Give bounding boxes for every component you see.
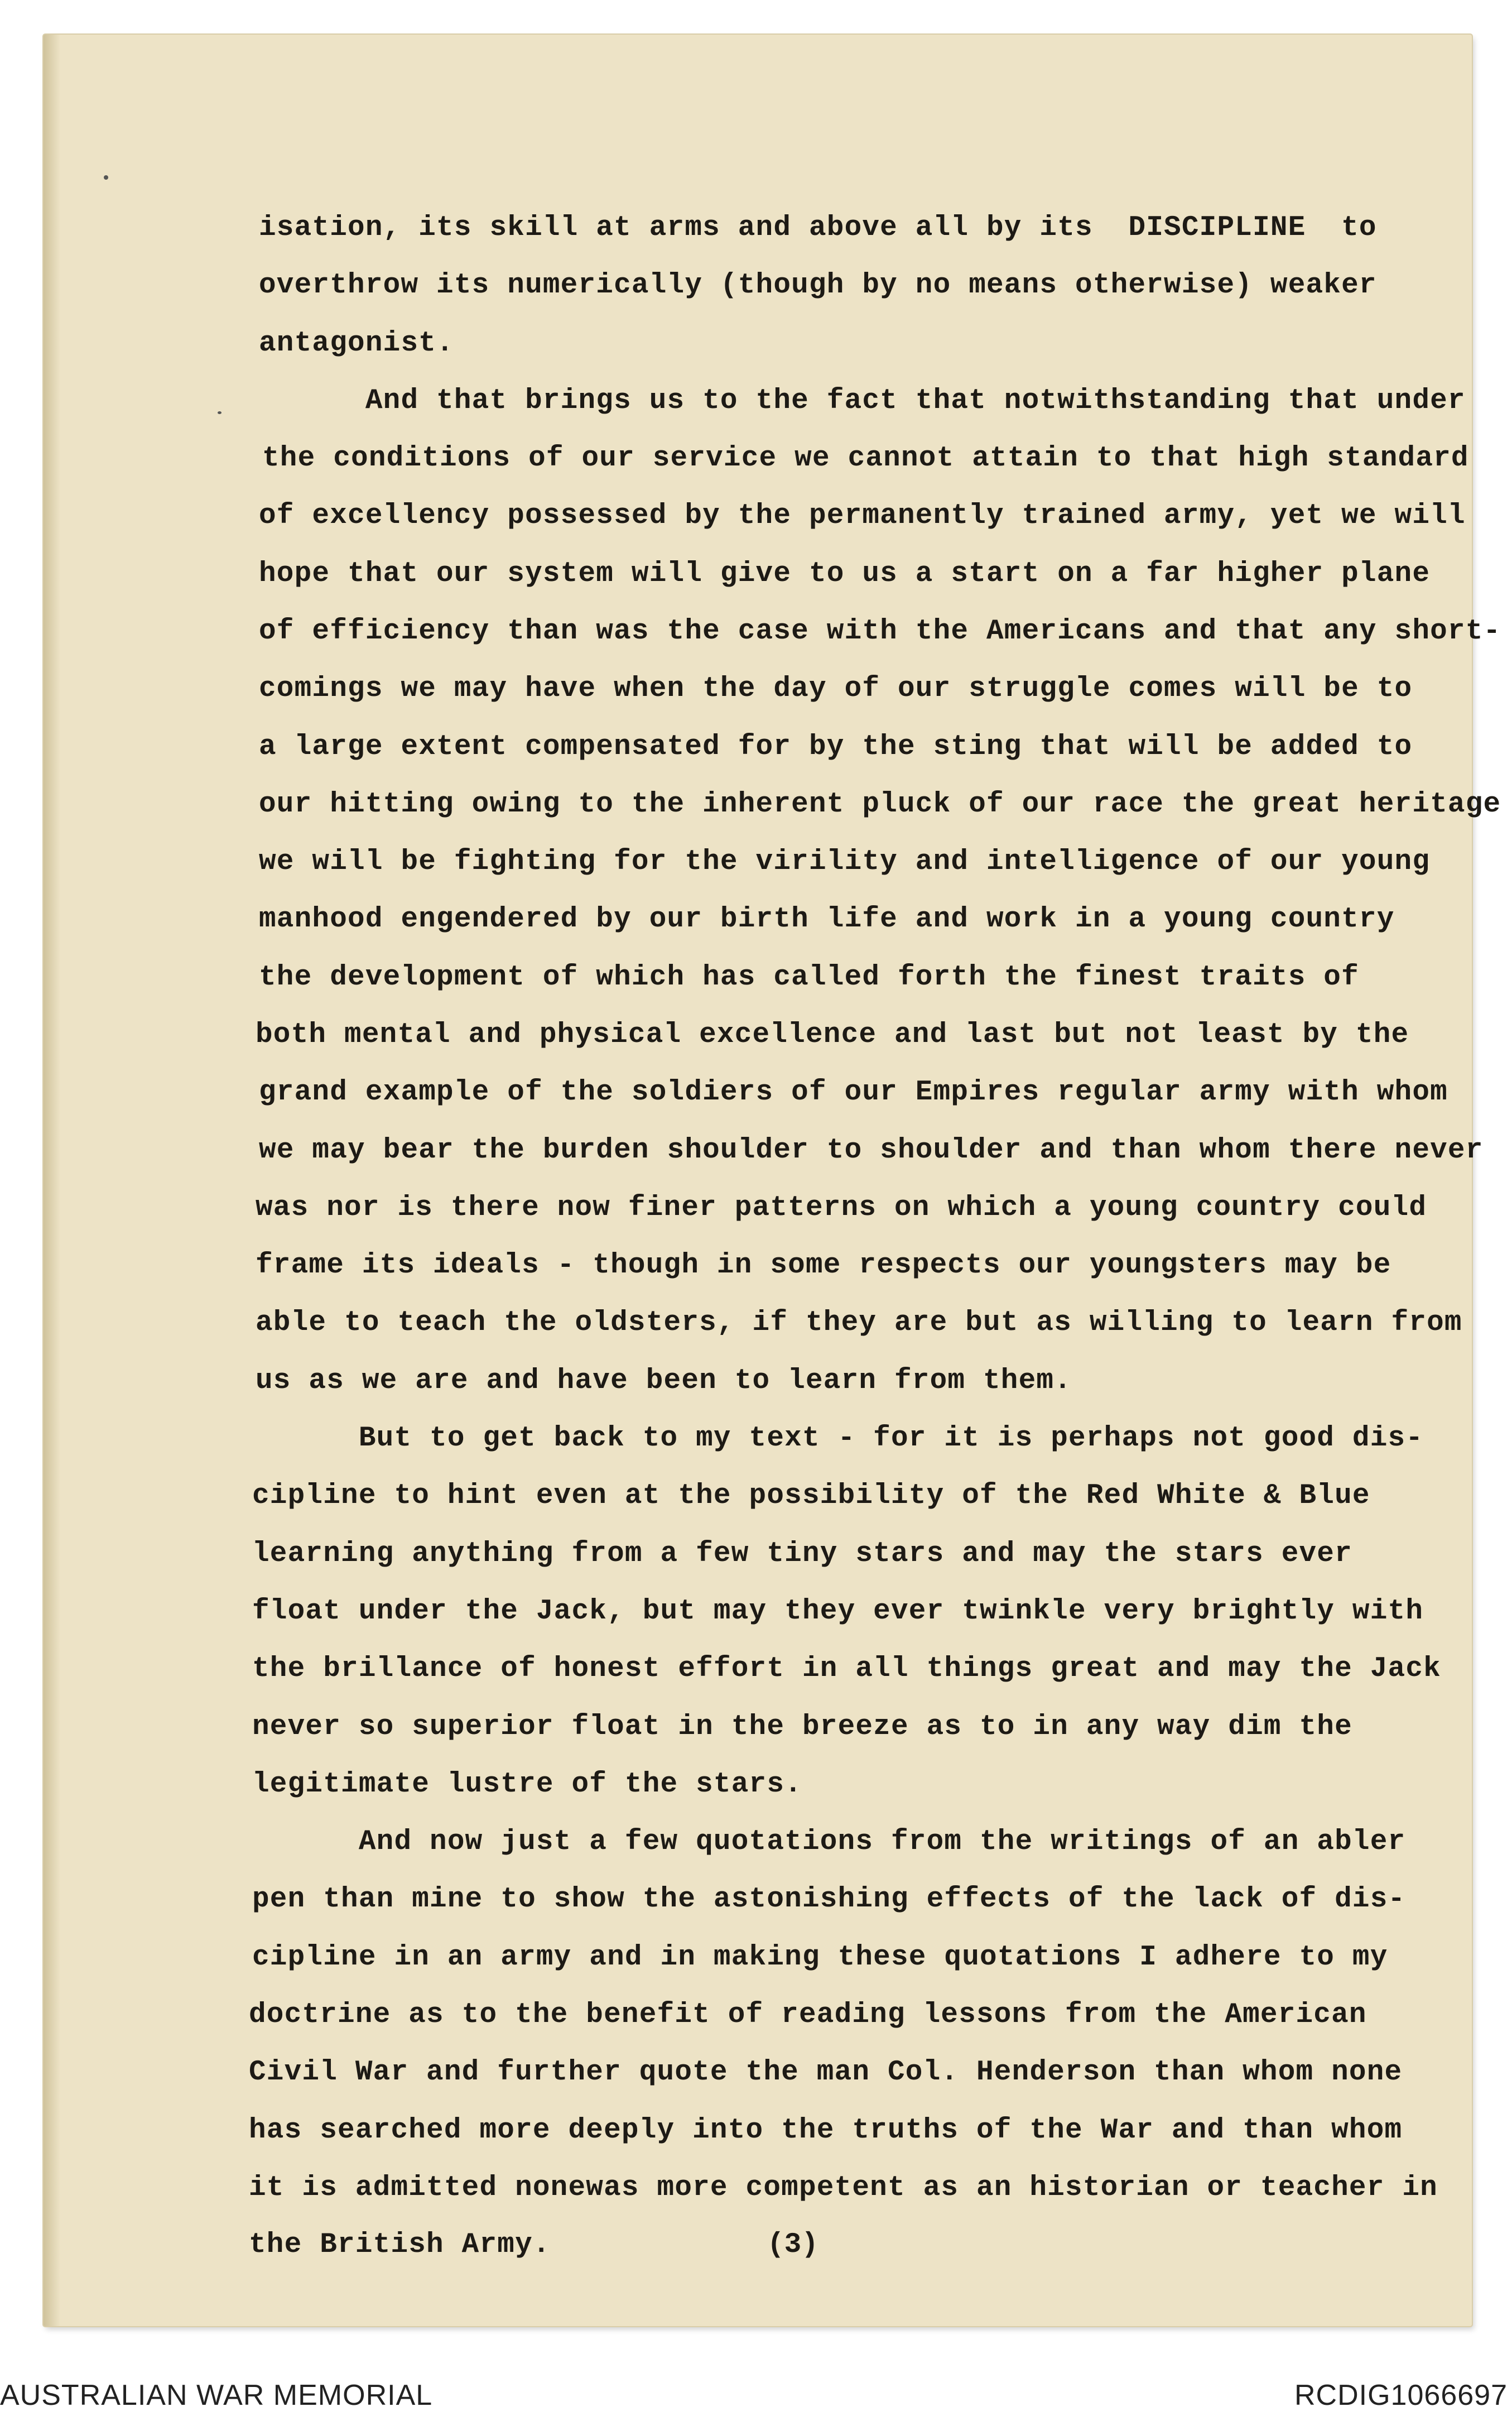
- text-line: antagonist.: [259, 328, 454, 359]
- text-line: of excellency possessed by the permanently trained army, yet we will: [259, 500, 1466, 532]
- text-line: of efficiency than was the case with the Americans and that any short-: [259, 616, 1501, 647]
- typed-page: [44, 35, 1501, 2326]
- text-line: was nor is there now finer patterns on which a young country could: [256, 1192, 1427, 1224]
- text-line: manhood engendered by our birth life and work in a young country: [259, 904, 1395, 935]
- text-line: cipline in an army and in making these quotations I adhere to my: [252, 1942, 1388, 1973]
- text-line: our hitting owing to the inherent pluck of our race the great heritage: [259, 789, 1501, 820]
- text-line: able to teach the oldsters, if they are but as willing to learn from: [256, 1307, 1462, 1339]
- text-line: Civil War and further quote the man Col. Henderson than whom none: [249, 2057, 1403, 2088]
- page-number: (3): [767, 2229, 818, 2261]
- footer-source-label: AUSTRALIAN WAR MEMORIAL: [0, 2379, 433, 2412]
- text-line: the British Army.: [249, 2229, 551, 2261]
- text-line: isation, its skill at arms and above all by its DISCIPLINE to: [259, 212, 1377, 244]
- text-line: But to get back to my text - for it is perhaps not good dis-: [252, 1423, 1424, 1454]
- text-line: frame its ideals - though in some respects our youngsters may be: [256, 1250, 1391, 1281]
- text-line: cipline to hint even at the possibility of the Red White & Blue: [252, 1480, 1370, 1512]
- text-line: the development of which has called forth the finest traits of: [259, 962, 1359, 993]
- text-line: grand example of the soldiers of our Empires regular army with whom: [259, 1077, 1448, 1108]
- text-body: [44, 35, 1501, 2326]
- text-line: has searched more deeply into the truths of the War and than whom: [249, 2115, 1403, 2146]
- text-line: comings we may have when the day of our struggle comes will be to: [259, 673, 1413, 705]
- text-line: us as we are and have been to learn from them.: [256, 1365, 1072, 1397]
- text-line: learning anything from a few tiny stars and may the stars ever: [252, 1538, 1352, 1570]
- text-line: overthrow its numerically (though by no means otherwise) weaker: [259, 270, 1377, 301]
- text-line: never so superior float in the breeze as to in any way dim the: [252, 1711, 1352, 1743]
- text-line: float under the Jack, but may they ever twinkle very brightly with: [252, 1596, 1424, 1627]
- text-line: it is admitted nonewas more competent as an historian or teacher in: [249, 2172, 1438, 2204]
- text-line: And now just a few quotations from the writings of an abler: [252, 1826, 1406, 1858]
- text-line: doctrine as to the benefit of reading lessons from the American: [249, 1999, 1367, 2031]
- text-line: the brillance of honest effort in all things great and may the Jack: [252, 1653, 1441, 1685]
- text-line: the conditions of our service we cannot attain to that high standard: [262, 443, 1469, 474]
- footer-record-id: RCDIG1066697: [1294, 2379, 1508, 2412]
- text-line: a large extent compensated for by the sting that will be added to: [259, 731, 1413, 763]
- text-line: both mental and physical excellence and last but not least by the: [256, 1019, 1409, 1051]
- text-line: pen than mine to show the astonishing effects of the lack of dis-: [252, 1884, 1406, 1915]
- text-line: we may bear the burden shoulder to shoulder and than whom there never: [259, 1135, 1484, 1166]
- text-line: hope that our system will give to us a start on a far higher plane: [259, 558, 1431, 590]
- text-line: we will be fighting for the virility and intelligence of our young: [259, 846, 1431, 878]
- text-line: legitimate lustre of the stars.: [252, 1769, 802, 1800]
- text-line: And that brings us to the fact that notwithstanding that under: [259, 385, 1466, 417]
